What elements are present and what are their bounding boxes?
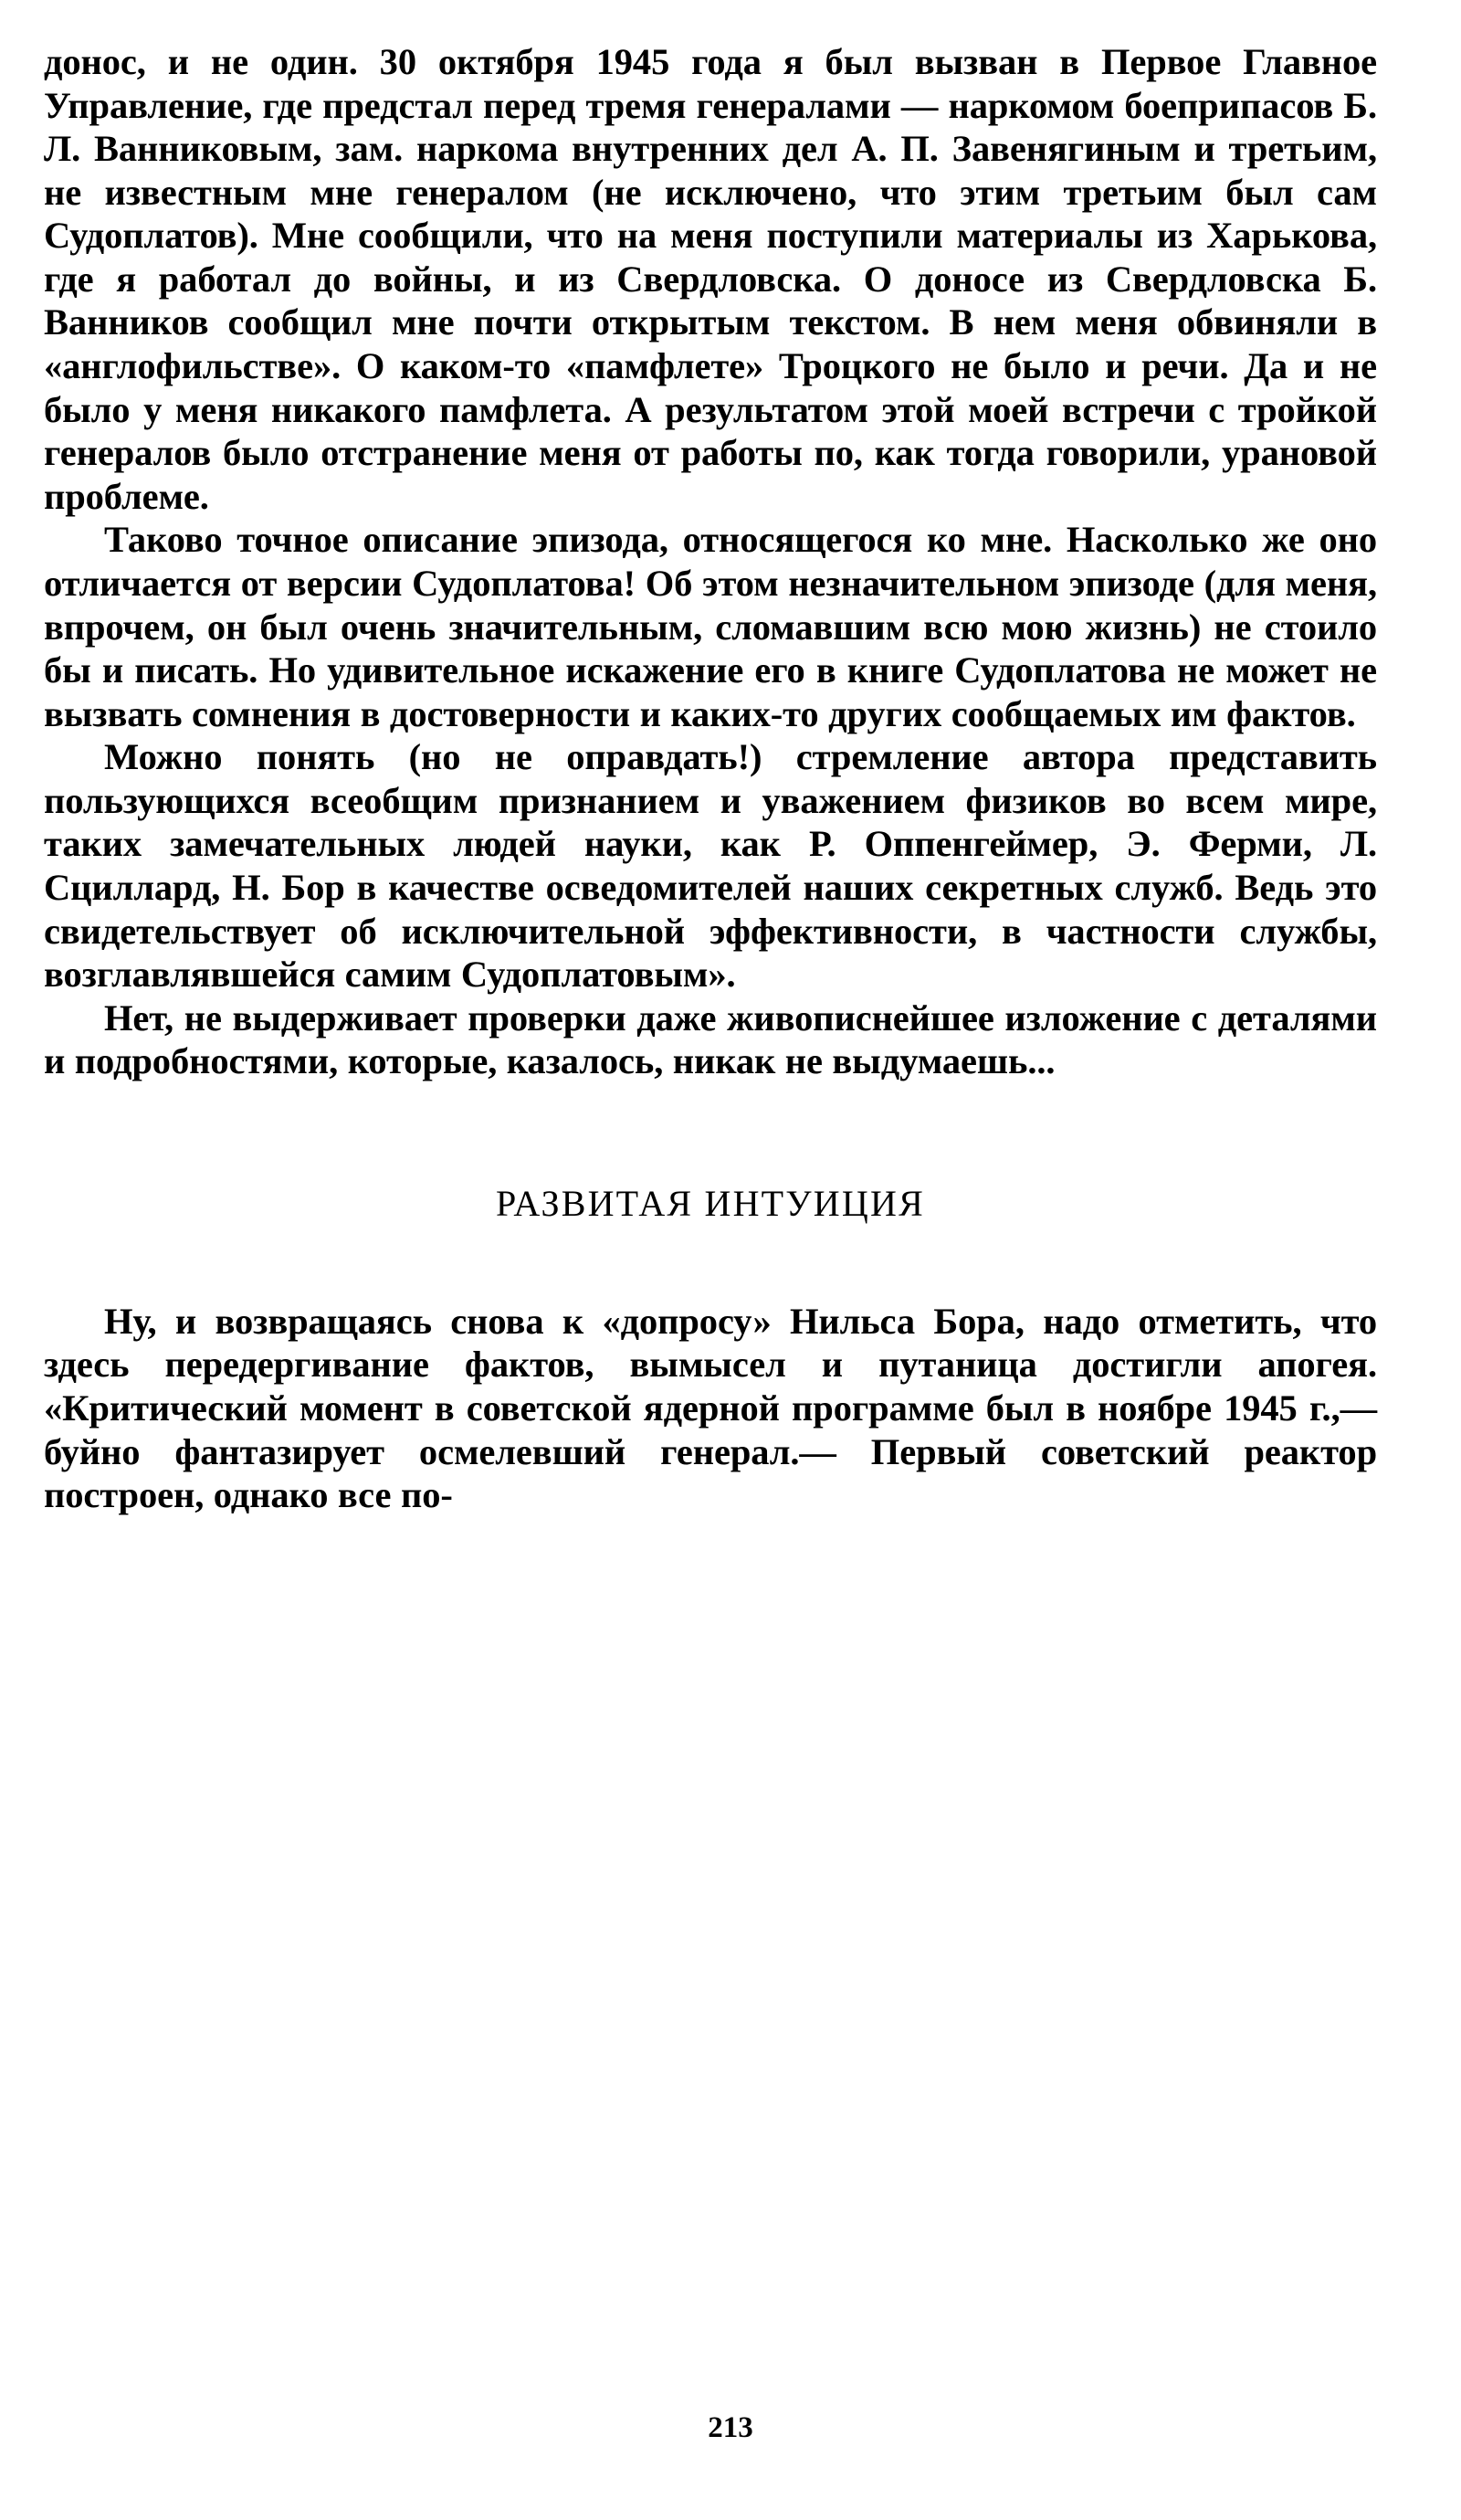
section-heading: РАЗВИТАЯ ИНТУИЦИЯ bbox=[496, 1182, 925, 1224]
page-number: 213 bbox=[708, 2411, 753, 2444]
paragraph-continued: донос, и не один. 30 октября 1945 года я был вызван в Первое Главное Управление, где предстал перед тремя генералами — наркомом боеприпасов Б. Л. Ванниковым, зам. наркома внутренних дел А. П. Завенягиным и третьим, не известным мне генералом (не исключено, что этим третьим был сам Судоплатов). Мне сообщили, что на меня поступили материалы из Харькова, где я работал до войны, и из Свердловска. О доносе из Свердловска Б. Ванников сообщил мне почти открытым текстом. В нем меня обвиняли в «англофильстве». О каком-то «памфлете» Троцкого не было и речи. Да и не было у меня никакого памфлета. А результатом этой моей встречи с тройкой генералов было отстранение меня от работы по, как тогда говорили, урановой проблеме. bbox=[44, 41, 1377, 517]
paragraph: Ну, и возвращаясь снова к «допросу» Нильса Бора, надо отметить, что здесь передергивание фактов, вымысел и путаница достигли апогея. «Критический момент в советской ядерной программе был в ноябре 1945 г.,— буйно фантазирует осмелевший генерал.— Первый советский реактор построен, однако все по- bbox=[44, 1300, 1377, 1516]
text-column bbox=[44, 40, 1377, 1517]
paragraph: Таково точное описание эпизода, относящегося ко мне. Насколько же оно отличается от версии Судоплатова! Об этом незначительном эпизоде (для меня, впрочем, он был очень значительным, сломавшим всю мою жизнь) не стоило бы и писать. Но удивительное искажение его в книге Судоплатова не может не вызвать сомнения в достоверности и каких-то других сообщаемых им фактов. bbox=[44, 519, 1377, 734]
spacer bbox=[44, 1083, 1377, 1182]
paragraph: Можно понять (но не оправдать!) стремление автора представить пользующихся всеобщим признанием и уважением физиков во всем мире, таких замечательных людей науки, как Р. Оппенгеймер, Э. Ферми, Л. Сциллард, Н. Бор в качестве осведомителей наших секретных служб. Ведь это свидетельствует об исключительной эффективности, в частности службы, возглавлявшейся самим Судоплатовым». bbox=[44, 736, 1377, 996]
spacer bbox=[44, 1225, 1377, 1300]
paragraph: Нет, не выдерживает проверки даже живописнейшее изложение с деталями и подробностями, которые, казалось, никак не выдумаешь... bbox=[44, 996, 1377, 1082]
